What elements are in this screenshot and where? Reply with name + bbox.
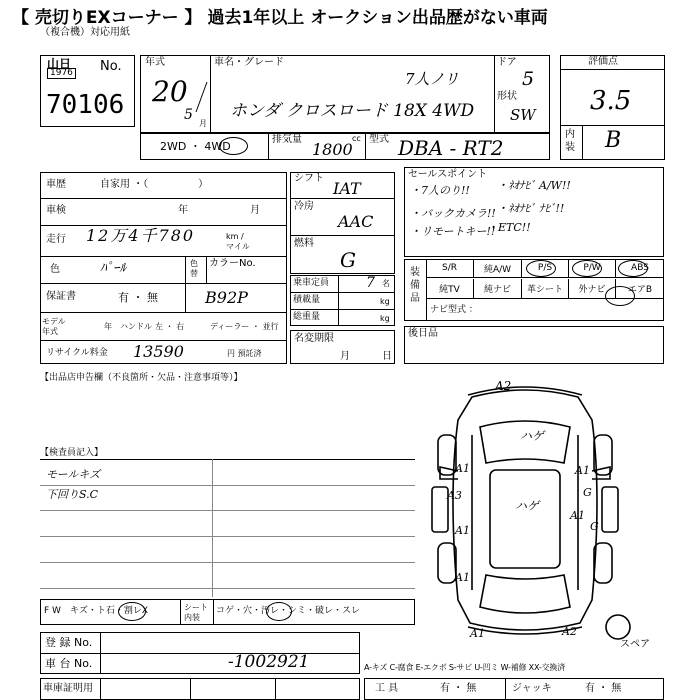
reg-label: 登 録 No. — [45, 636, 93, 649]
shape-value: SW — [510, 106, 536, 124]
door-label: ドア — [497, 57, 517, 68]
left-step — [432, 487, 448, 532]
model-value: DBA - RT2 — [398, 136, 504, 160]
history-value: 自家用 ・（ ） — [100, 179, 209, 190]
inspector-label: 【検査員記入】 — [40, 448, 104, 458]
mark-g-right-rear: G — [590, 520, 599, 533]
sales-note-2: ・ﾈｵﾅﾋﾞ A/W!! — [497, 179, 571, 192]
equip-pw: P/W — [569, 259, 616, 277]
capacity-label: 乗車定員 — [293, 278, 330, 288]
doors-value: 5 — [522, 68, 535, 90]
month-unit: 月 — [199, 119, 207, 128]
color-label: 色 — [50, 264, 60, 275]
garage-label: 車庫証明用 — [43, 683, 93, 694]
mark-a3-left: A3 — [447, 489, 462, 502]
jack-label: ジャッキ — [512, 683, 552, 694]
mark-a1-left-front: A1 — [455, 462, 470, 475]
mark-a1-right-front: A1 — [575, 464, 590, 477]
sales-note-6: ・ETC!! — [487, 221, 531, 234]
venue-label: 山日 — [47, 57, 72, 71]
spare-tire — [606, 615, 630, 639]
drive-options: 2WD ・ 4WD — [160, 140, 231, 153]
chassis-label: 車 台 No. — [45, 657, 93, 670]
circle-ps — [526, 260, 556, 277]
recycle-unit: 円 預託済 — [227, 349, 262, 358]
mark-a2-top: A2 — [495, 379, 512, 393]
load-label: 積載量 — [293, 295, 321, 305]
mark-g-right: G — [583, 486, 592, 499]
fw-label: F W — [44, 606, 61, 616]
circle-pw — [572, 260, 602, 277]
ac-value: AAC — [338, 212, 374, 231]
fuel-label: 燃料 — [294, 238, 314, 249]
inspector-note-1: モールキズ — [46, 468, 101, 481]
tool-options: 有 ・ 無 — [440, 683, 477, 694]
shift-value: IAT — [333, 179, 361, 198]
seat-values: コゲ・穴・汚レ・シミ・破レ・スレ — [216, 606, 361, 616]
model-label: 型式 — [369, 134, 389, 145]
capacity-unit: 名 — [382, 279, 390, 288]
handle-options: 左 ・ 右 — [155, 322, 185, 331]
inspector-note-2: 下回りS.C — [46, 488, 99, 501]
mileage-unit: km / マイル — [226, 232, 250, 251]
mileage-label: 走行 — [46, 234, 66, 245]
circle-airbag — [605, 286, 635, 306]
name-change-label: 名変期限 — [294, 333, 334, 344]
sales-note-1: ・7人のり!! — [410, 184, 470, 197]
score-value: 3.5 — [590, 86, 632, 116]
equip-ext-navi: 外ナビ — [569, 279, 616, 298]
jack-options: 有 ・ 無 — [585, 683, 622, 694]
displacement-value: 1800 — [312, 140, 353, 159]
rear-left-wheel — [438, 543, 456, 583]
inspection-month: 月 — [250, 205, 260, 216]
circle-abs — [618, 260, 648, 277]
displacement-label: 排気量 — [272, 134, 302, 145]
fw-values: キズ・ト石・割レX — [70, 606, 148, 616]
history-label: 車歴 — [46, 179, 66, 190]
equip-leather: 革シート — [522, 279, 569, 298]
mark-hage-roof: ハゲ — [515, 499, 540, 513]
later-items-box — [404, 326, 664, 364]
model-year-label: モデル年式 — [42, 317, 66, 336]
car-name: ホンダ クロスロード 18X 4WD — [230, 101, 475, 121]
damage-legend: A-キズ C-腐食 E-エクボ S-サビ U-凹ミ W-補修 XX-交換済 — [364, 663, 565, 672]
chassis-value: -1002921 — [228, 652, 310, 672]
equipment-label: 装備品 — [410, 267, 420, 304]
rear-window — [480, 575, 570, 613]
month-value: 5 — [184, 107, 193, 123]
recycle-value: 13590 — [133, 342, 184, 361]
sales-note-5: ・リモートキー!! — [410, 225, 496, 238]
recycle-label: リサイクル料金 — [46, 348, 108, 358]
lot-number: 70106 — [46, 90, 125, 120]
equip-sr: S/R — [426, 259, 474, 277]
right-step — [602, 487, 618, 532]
warranty-label: 保証書 — [46, 291, 76, 302]
later-items-label: 後日品 — [408, 328, 438, 339]
equip-aw: 純A/W — [474, 259, 522, 277]
load-unit: kg — [380, 297, 390, 306]
capacity-value: 7 — [366, 275, 375, 291]
lot-no-label: No. — [100, 59, 122, 74]
score-label: 評価点 — [588, 56, 618, 67]
model-year-unit: 年 — [104, 322, 112, 331]
name-change-day: 日 — [382, 351, 392, 362]
year-value: 20 — [152, 75, 188, 108]
equip-airbag: エアB — [627, 285, 653, 295]
color-value: ﾊﾟｰﾙ — [100, 261, 126, 276]
shift-label: シフト — [294, 173, 324, 184]
mark-a1-right-rear: A1 — [570, 509, 585, 522]
sales-note-4: ・ﾈｵﾅﾋﾞ ﾅﾋﾞ!! — [497, 202, 565, 215]
equip-navi: 純ナビ — [474, 279, 522, 298]
equip-tv: 純TV — [426, 279, 474, 298]
nenshiki-label: 年式 — [145, 57, 165, 68]
interior-label: 内装 — [565, 129, 575, 153]
mark-a1-rear: A1 — [470, 627, 485, 640]
color-no-value: B92P — [205, 288, 248, 307]
year-tag: 1976 — [47, 68, 76, 79]
sales-note-3: ・バックカメラ!! — [410, 207, 496, 220]
mileage-value: 12万4千780 — [86, 226, 196, 245]
color-no-label: カラーNo. — [209, 258, 256, 269]
declaration-label: 【出品店申告欄（不良箇所・欠品・注意事項等）】 — [40, 373, 243, 383]
mark-a1-left-rear: A1 — [455, 524, 470, 537]
handle-label: ハンドル — [120, 322, 152, 331]
shape-label: 形状 — [497, 91, 517, 102]
inspection-year: 年 — [178, 205, 188, 216]
roof — [490, 470, 560, 568]
weight-unit: kg — [380, 314, 390, 323]
warranty-options: 有 ・ 無 — [118, 291, 158, 304]
seat-label: シート 内装 — [184, 603, 208, 622]
header-title: 【 売切りEXコーナー 】 過去1年以上 オークション出品歴がない車両 — [12, 8, 548, 28]
drive-circle — [219, 137, 248, 155]
cc-unit: cc — [352, 134, 361, 143]
sales-label: セールスポイント — [408, 169, 488, 180]
dealer-label: ディーラー ・ 並行 — [210, 322, 279, 331]
weight-label: 総重量 — [293, 312, 321, 322]
mark-a1-left-bottom: A1 — [455, 571, 470, 584]
circle-seat — [266, 602, 292, 621]
mark-a2-rear: A2 — [562, 625, 577, 638]
interior-value: B — [605, 128, 622, 153]
navi-model-label: ナビ型式 ： — [430, 305, 478, 315]
mark-hage-front: ハゲ — [520, 429, 545, 443]
fuel-value: G — [340, 248, 356, 272]
circle-fw — [118, 602, 146, 621]
header-subtitle: （複合機）対応用紙 — [40, 27, 130, 38]
spare-label: スペア — [620, 639, 650, 650]
ac-label: 冷房 — [294, 201, 314, 212]
grade-note: 7人ノリ — [405, 70, 459, 88]
tool-label: 工 具 — [375, 683, 399, 694]
name-change-month: 月 — [340, 351, 350, 362]
rear-right-wheel — [594, 543, 612, 583]
equip-ps: P/S — [522, 259, 569, 277]
color-change-label: 色替 — [190, 259, 198, 279]
inspection-label: 車検 — [46, 205, 66, 216]
name-label: 車名・グレード — [214, 57, 284, 68]
equip-abs: ABS — [631, 263, 649, 273]
